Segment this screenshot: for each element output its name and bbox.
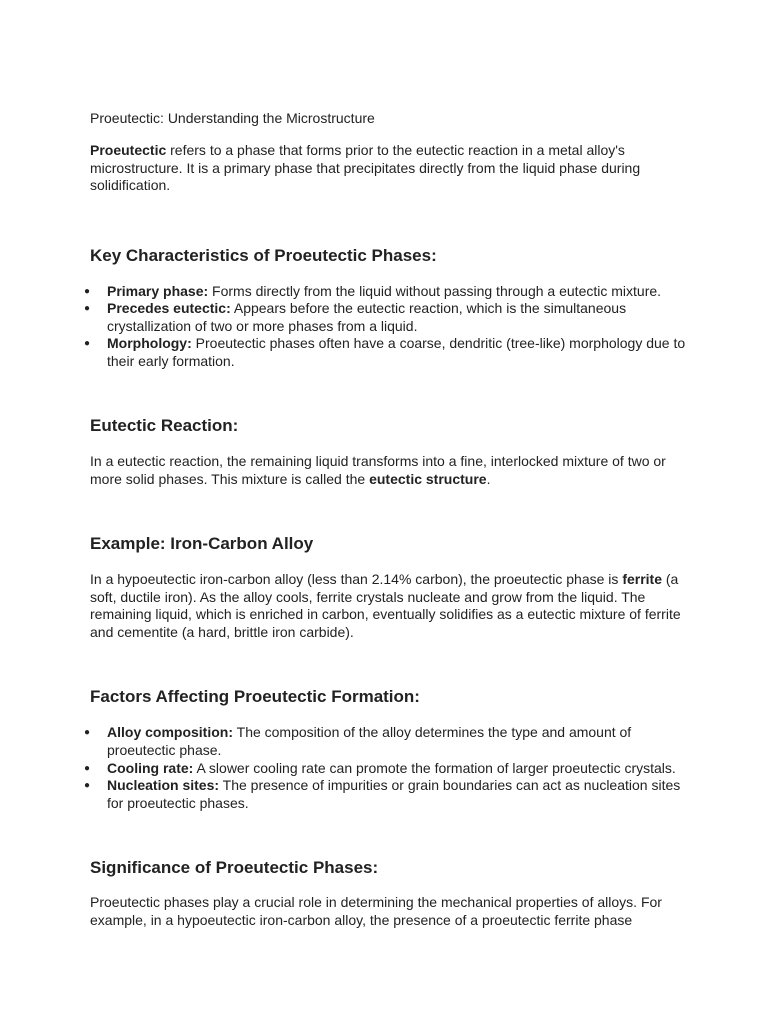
- key-characteristics-list: [90, 283, 690, 371]
- list-item-term: Primary phase:: [107, 282, 209, 299]
- list-item-term: Alloy composition:: [107, 724, 233, 741]
- document-title: Proeutectic: Understanding the Microstructure: [90, 110, 375, 126]
- list-item-term: Cooling rate:: [107, 759, 194, 776]
- eutectic-text-after: .: [486, 470, 491, 487]
- example-text-after: (a soft, ductile iron). As the alloy cools, ferrite crystals nucleate and grow from the liquid. The remaining liquid, which is enriched in carbon, eventually solidifies as a eutectic mixture of ferrite and cementite (a hard, brittle iron carbide).: [90, 571, 681, 640]
- example-heading: Example: Iron-Carbon Alloy: [90, 534, 314, 554]
- eutectic-text-before: In a eutectic reaction, the remaining liquid transforms into a fine, interlocked mixture of two or more solid phases. This mixture is called the: [90, 453, 666, 487]
- list-item: [90, 300, 690, 335]
- list-item-text: The presence of impurities or grain boundaries can act as nucleation sites for proeutectic phases.: [107, 777, 681, 811]
- list-item-term: Morphology:: [107, 335, 192, 352]
- example-paragraph: [90, 571, 690, 641]
- list-item-text: The composition of the alloy determines the type and amount of proeutectic phase.: [107, 724, 632, 758]
- factors-heading: Factors Affecting Proeutectic Formation:: [90, 687, 420, 707]
- intro-paragraph: [90, 142, 690, 195]
- example-text-before: In a hypoeutectic iron-carbon alloy (less than 2.14% carbon), the proeutectic phase is: [90, 571, 623, 588]
- eutectic-reaction-heading: Eutectic Reaction:: [90, 416, 239, 436]
- document-body: [90, 110, 690, 929]
- significance-heading: Significance of Proeutectic Phases:: [90, 858, 379, 878]
- eutectic-reaction-paragraph: [90, 453, 690, 488]
- eutectic-term: eutectic structure: [369, 470, 487, 487]
- list-item: [90, 283, 690, 301]
- list-item-term: Nucleation sites:: [107, 777, 220, 794]
- list-item-text: Appears before the eutectic reaction, which is the simultaneous crystallization of two or more phases from a liquid.: [107, 300, 627, 334]
- list-item: [90, 724, 690, 759]
- list-item: [90, 335, 690, 370]
- list-item-text: A slower cooling rate can promote the formation of larger proeutectic crystals.: [193, 759, 676, 776]
- example-term: ferrite: [622, 571, 662, 588]
- factors-list: [90, 724, 690, 812]
- list-item-term: Precedes eutectic:: [107, 300, 231, 317]
- list-item-text: Forms directly from the liquid without passing through a eutectic mixture.: [208, 282, 662, 299]
- intro-term: Proeutectic: [90, 142, 167, 158]
- significance-paragraph: Proeutectic phases play a crucial role in determining the mechanical properties of alloys. For example, in a hypoeutectic iron-carbon alloy, the presence of a proeutectic ferrite phase: [90, 894, 662, 928]
- list-item: [90, 777, 690, 812]
- list-item: [90, 760, 690, 778]
- list-item-text: Proeutectic phases often have a coarse, dendritic (tree-like) morphology due to their early formation.: [107, 335, 686, 369]
- key-characteristics-heading: Key Characteristics of Proeutectic Phases:: [90, 245, 437, 265]
- intro-text: refers to a phase that forms prior to the eutectic reaction in a metal alloy's microstructure. It is a primary phase that precipitates directly from the liquid phase during solidification.: [90, 142, 641, 193]
